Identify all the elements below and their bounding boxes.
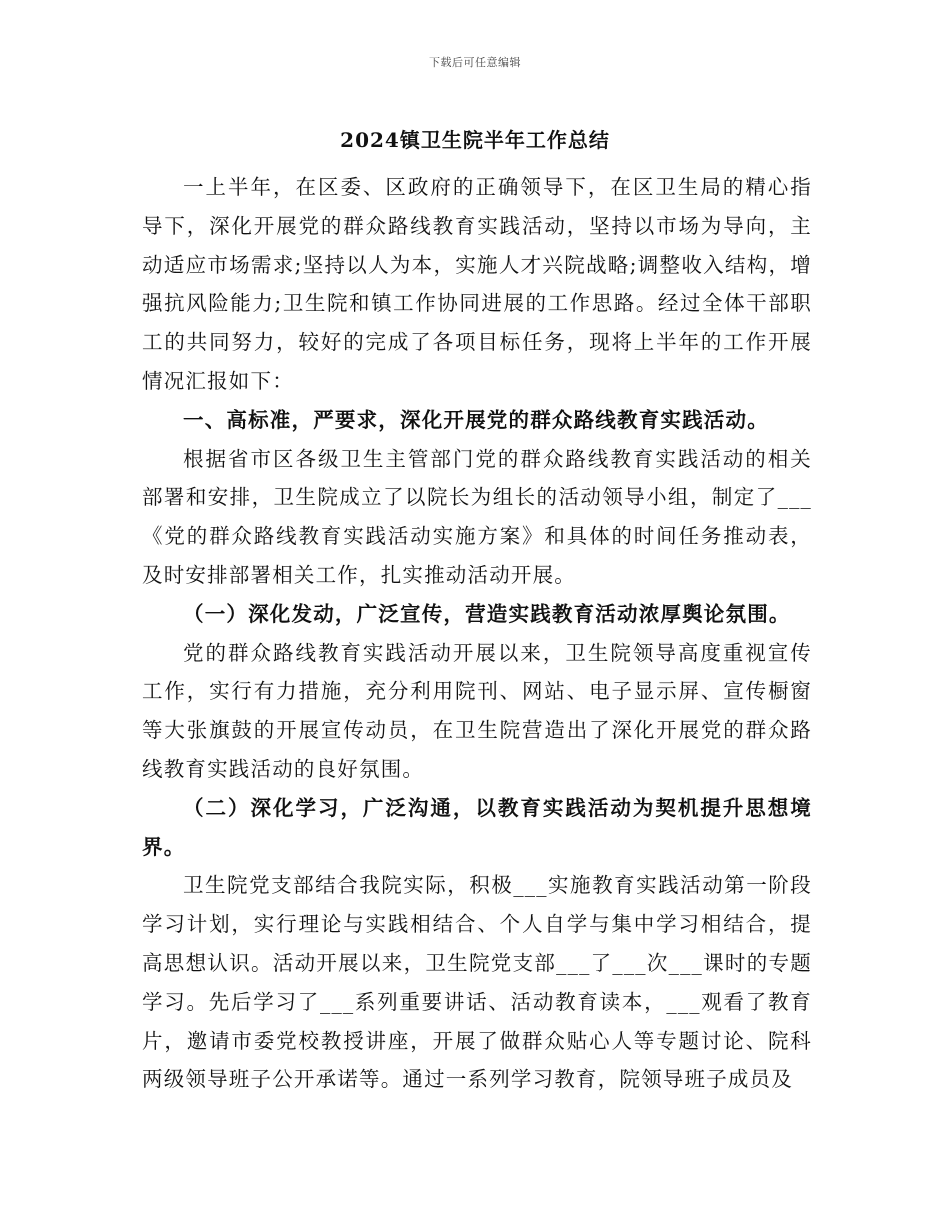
subsection-heading-1: （一）深化发动，广泛宣传，营造实践教育活动浓厚舆论氛围。: [183, 601, 791, 626]
subsection-heading-2: （二）深化学习，广泛沟通，以教育实践活动为契机提升思想境界。: [142, 795, 812, 859]
section-heading-1: 一、高标准，严要求，深化开展党的群众路线教育实践活动。: [183, 407, 769, 432]
body-paragraph: 根据省市区各级卫生主管部门党的群众路线教育实践活动的相关部署和安排，卫生院成立了以院长为组长的活动领导小组，制定了___《党的群众路线教育实践活动实施方案》和具体的时间任务推动表，及时安排部署相关工作，扎实推动活动开展。: [142, 446, 812, 587]
document-title: 2024镇卫生院半年工作总结: [340, 128, 610, 152]
intro-paragraph: 一上半年，在区委、区政府的正确领导下，在区卫生局的精心指导下，深化开展党的群众路线教育实践活动，坚持以市场为导向，主动适应市场需求;坚持以人为本，实施人才兴院战略;调整收入结构，增强抗风险能力;卫生院和镇工作协同进展的工作思路。经过全体干部职工的共同努力，较好的完成了各项目标任务，现将上半年的工作开展情况汇报如下：: [142, 175, 812, 393]
body-paragraph: 党的群众路线教育实践活动开展以来，卫生院领导高度重视宣传工作，实行有力措施，充分利用院刊、网站、电子显示屏、宣传橱窗等大张旗鼓的开展宣传动员，在卫生院营造出了深化开展党的群众路线教育实践活动的良好氛围。: [142, 640, 812, 781]
document-body: [142, 168, 812, 1099]
header-note: 下载后可任意编辑: [429, 56, 521, 69]
body-paragraph: 卫生院党支部结合我院实际，积极___实施教育实践活动第一阶段学习计划，实行理论与实践相结合、个人自学与集中学习相结合，提高思想认识。活动开展以来，卫生院党支部___了___次___课时的专题学习。先后学习了___系列重要讲话、活动教育读本，___观看了教育片，邀请市委党校教授讲座，开展了做群众贴心人等专题讨论、院科两级领导班子公开承诺等。通过一系列学习教育，院领导班子成员及: [142, 873, 812, 1092]
